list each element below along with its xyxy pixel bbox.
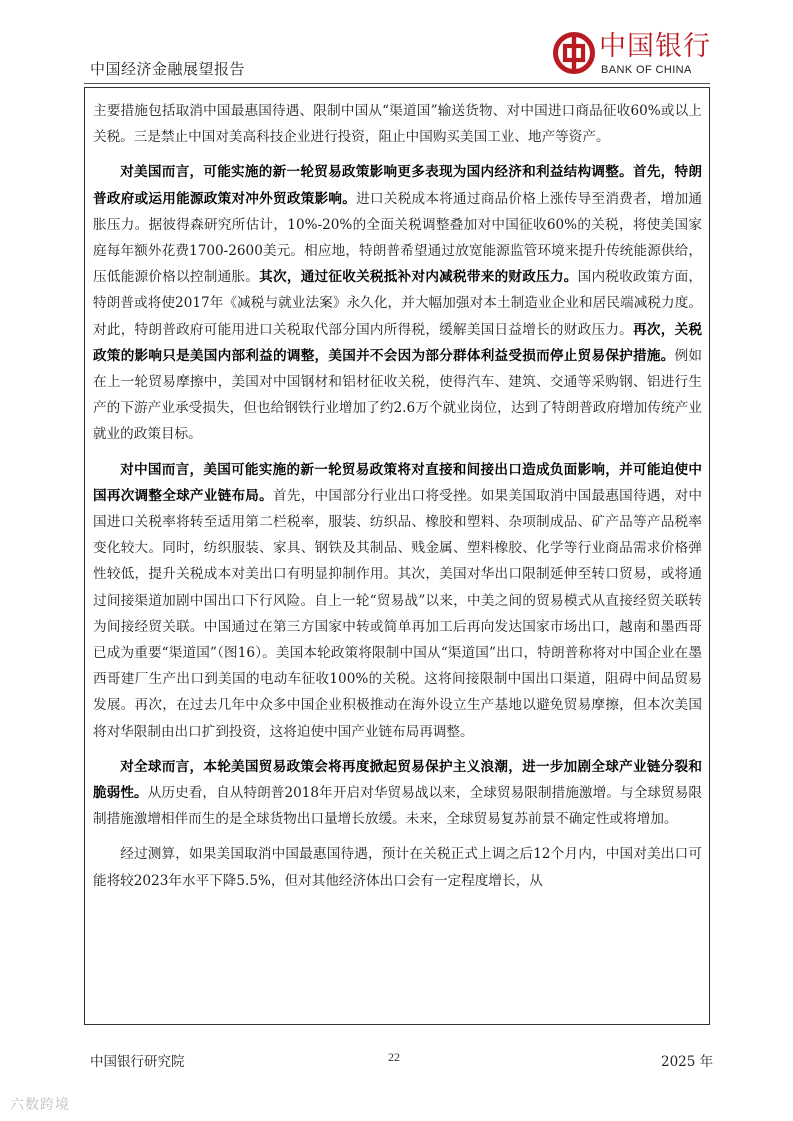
bold-text-segment: 再次，关税政策的影响只是美国内部利益的调整，美国并不会因为部分群体利益受损而停止贸易保护措施。 [93,321,703,364]
text-segment: 从历史看，自从特朗普2018年开启对华贸易战以来，全球贸易限制措施激增。与全球贸易限制措施激增相伴而生的是全球货物出口量增长放缓。未来，全球贸易复苏前景不确定性或将增加。 [93,785,703,828]
text-segment: 主要措施包括取消中国最惠国待遇、限制中国从“渠道国”输送货物、对中国进口商品征收60%或以上关税。三是禁止中国对美高科技企业进行投资，阻止中国购买美国工业、地产等资产。 [93,103,702,146]
paragraph [93,754,702,833]
page-number: 22 [388,1050,400,1064]
bold-text-segment: 其次，通过征收关税抵补对内减税带来的财政压力。 [259,269,578,286]
text-segment: 例如在上一轮贸易摩擦中，美国对中国钢材和铝材征收关税，使得汽车、建筑、交通等采购钢、铝进行生产的下游产业承受损失，但也给钢铁行业增加了约2.6万个就业岗位，达到了特朗普政府增加传统产业就业的政策目标。 [93,347,703,443]
footer-year: 2025 年 [661,1054,714,1070]
bank-logo [553,32,713,80]
paragraph [93,457,702,745]
text-segment: 国内税收政策方面，特朗普或将使2017年《减税与就业法案》永久化，并大幅加强对本土制造业企业和居民端减税力度。对此，特朗普政府可能用进口关税取代部分国内所得税，缓解美国日益增长的财政压力。 [93,269,703,338]
text-segment: 经过测算，如果美国取消中国最惠国待遇，预计在关税正式上调之后12个月内，中国对美出口可能将较2023年水平下降5.5%，但对其他经济体出口会有一定程度增长，从 [93,846,702,889]
text-segment: 进口关税成本将通过商品价格上涨传导至消费者，增加通胀压力。据彼得森研究所估计，10%-20%的全面关税调整叠加对中国征收60%的关税，将使美国家庭每年额外花费1700-2600美元。相应地，特朗普希望通过放宽能源监管环境来提升传统能源供给，压低能源价格以控制通胀。 [93,190,703,286]
report-title: 中国经济金融展望报告 [90,60,246,78]
header-divider [84,83,710,84]
bold-text-segment: 对美国而言，可能实施的新一轮贸易政策影响更多表现为国内经济和利益结构调整。首先，特朗普政府或运用能源政策对冲外贸政策影响。 [93,164,702,207]
bold-text-segment: 对全球而言，本轮美国贸易政策会将再度掀起贸易保护主义浪潮，进一步加剧全球产业链分裂和脆弱性。 [93,758,702,802]
report-text-box [84,87,710,1025]
logo-chinese-name: 中国银行 [599,31,711,62]
paragraph [93,98,702,150]
bold-text-segment: 对中国而言，美国可能实施的新一轮贸易政策将对直接和间接出口造成负面影响，并可能迫使中国再次调整全球产业链布局。 [93,461,702,504]
footer-institute: 中国银行研究院 [90,1054,185,1070]
paragraph [93,841,702,893]
paragraph [93,159,702,447]
watermark: 六数跨境 [10,1097,70,1113]
logo-english-name: BANK OF CHINA [601,64,692,76]
bank-of-china-emblem-icon [553,32,595,74]
page-header [0,0,793,90]
text-segment: 首先，中国部分行业出口将受挫。如果美国取消中国最惠国待遇，对中国进口关税率将转至适用第二栏税率，服装、纺织品、橡胶和塑料、杂项制成品、矿产品等产品税率变化较大。同时，纺织服装、家具、钢铁及其制品、贱金属、塑料橡胶、化学等行业商品需求价格弹性较低，提升关税成本对美出口有明显抑制作用。其次，美国对华出口限制延伸至转口贸易，或将通过间接渠道加剧中国出口下行风险。自上一轮“贸易战”以来，中美之间的贸易模式从直接经贸关联转为间接经贸关联。中国通过在第三方国家中转或简单再加工后再向发达国家市场出口，越南和墨西哥已成为重要“渠道国”（图16）。美国本轮政策将限制中国从“渠道国”出口，特朗普称将对中国企业在墨西哥建厂生产出口到美国的电动车征收100%的关税。这将间接限制中国出口渠道，阻碍中间品贸易发展。再次，在过去几年中众多中国企业积极推动在海外设立生产基地以避免贸易摩擦，但本次美国将对华限制由出口扩到投资，这将迫使中国产业链布局再调整。 [93,487,703,740]
